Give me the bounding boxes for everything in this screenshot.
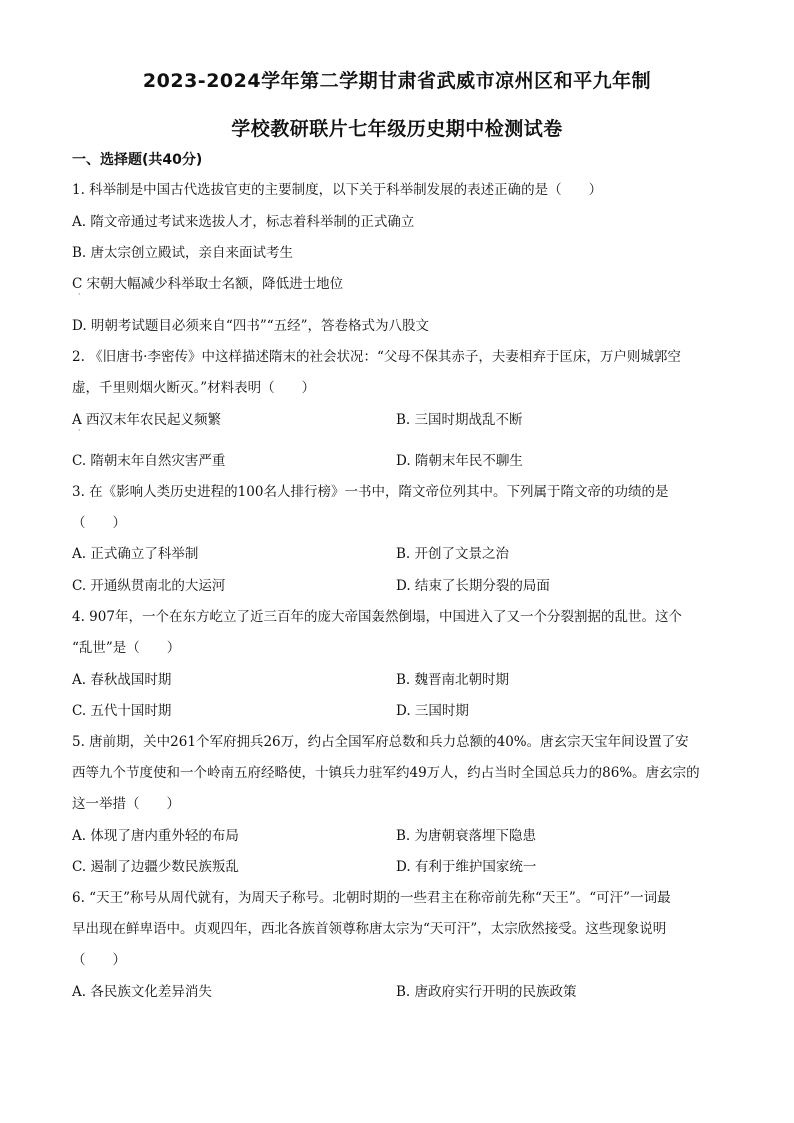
stray-dot-mark: · — [78, 290, 81, 299]
question-1-option-a: A. 隋文帝通过考试来选拔人才，标志着科举制的正式确立 — [72, 214, 415, 230]
question-5-option-d: D. 有利于维护国家统一 — [396, 859, 537, 875]
question-5-option-b: B. 为唐朝衰落埋下隐患 — [396, 828, 537, 844]
question-6-option-a: A. 各民族文化差异消失 — [72, 984, 212, 1000]
question-2-option-d: D. 隋朝末年民不聊生 — [396, 453, 523, 469]
question-4-option-c: C. 五代十国时期 — [72, 703, 172, 719]
question-5-stem-line-3: 这一举措（ ） — [72, 796, 180, 812]
question-6-stem-line-2: 早出现在鲜卑语中。贞观四年，西北各族首领尊称唐太宗为“天可汗”，太宗欣然接受。这些现象说明 — [72, 921, 667, 937]
exam-title-line-1: 2023-2024学年第二学期甘肃省武威市凉州区和平九年制 — [142, 70, 652, 92]
question-2-option-c: C. 隋朝末年自然灾害严重 — [72, 453, 226, 469]
question-3-stem-line-2: （ ） — [72, 515, 126, 531]
exam-title-line-2: 学校教研联片七年级历史期中检测试卷 — [231, 118, 563, 140]
question-4-option-d: D. 三国时期 — [396, 703, 469, 719]
question-5-stem-line-2: 西等九个节度使和一个岭南五府经略使，十镇兵力驻军约49万人，约占当时全国总兵力的86%。唐玄宗的 — [72, 765, 700, 781]
question-4-option-a: A. 春秋战国时期 — [72, 672, 172, 688]
question-4-stem-line-2: “乱世”是（ ） — [72, 640, 181, 656]
section-heading-choice: 一、选择题(共40分) — [72, 152, 203, 168]
question-3-option-d: D. 结束了长期分裂的局面 — [396, 578, 550, 594]
question-4-option-b: B. 魏晋南北朝时期 — [396, 672, 510, 688]
question-5-option-a: A. 体现了唐内重外轻的布局 — [72, 828, 239, 844]
question-1-option-b: B. 唐太宗创立殿试，亲自来面试考生 — [72, 245, 294, 261]
question-1-option-d: D. 明朝考试题目必须来自“四书”“五经”，答卷格式为八股文 — [72, 318, 430, 334]
question-2-stem-line-2: 虚，千里则烟火断灭。”材料表明（ ） — [72, 380, 316, 396]
question-1-stem: 1. 科举制是中国古代选拔官吏的主要制度，以下关于科举制发展的表述正确的是（ ） — [72, 182, 603, 198]
question-3-stem-line-1: 3. 在《影响人类历史进程的100名人排行榜》一书中，隋文帝位列其中。下列属于隋文帝的功绩的是 — [72, 484, 669, 500]
question-4-stem-line-1: 4. 907年，一个在东方屹立了近三百年的庞大帝国轰然倒塌，中国进入了又一个分裂割据的乱世。这个 — [72, 609, 682, 625]
question-3-option-b: B. 开创了文景之治 — [396, 546, 510, 562]
question-3-option-c: C. 开通纵贯南北的大运河 — [72, 578, 226, 594]
question-5-option-c: C. 遏制了边疆少数民族叛乱 — [72, 859, 239, 875]
question-2-option-a: A 西汉末年农民起义频繁 — [72, 412, 222, 428]
question-6-stem-line-3: （ ） — [72, 952, 126, 968]
question-5-stem-line-1: 5. 唐前期，关中261个军府拥兵26万，约占全国军府总数和兵力总额的40%。唐玄宗天宝年间设置了安 — [72, 734, 689, 750]
question-6-stem-line-1: 6. “天王”称号从周代就有，为周天子称号。北朝时期的一些君主在称帝前先称“天王”。“可汗”一词最 — [72, 890, 671, 906]
question-1-option-c: C 宋朝大幅减少科举取士名额，降低进士地位 — [72, 276, 344, 292]
question-3-option-a: A. 正式确立了科举制 — [72, 546, 199, 562]
stray-dot-mark: · — [78, 426, 81, 435]
question-6-option-b: B. 唐政府实行开明的民族政策 — [396, 984, 577, 1000]
question-2-stem-line-1: 2. 《旧唐书·李密传》中这样描述隋末的社会状况：“父母不保其赤子，夫妻相弃于匡床，万户则城郭空 — [72, 349, 681, 365]
question-2-option-b: B. 三国时期战乱不断 — [396, 412, 523, 428]
